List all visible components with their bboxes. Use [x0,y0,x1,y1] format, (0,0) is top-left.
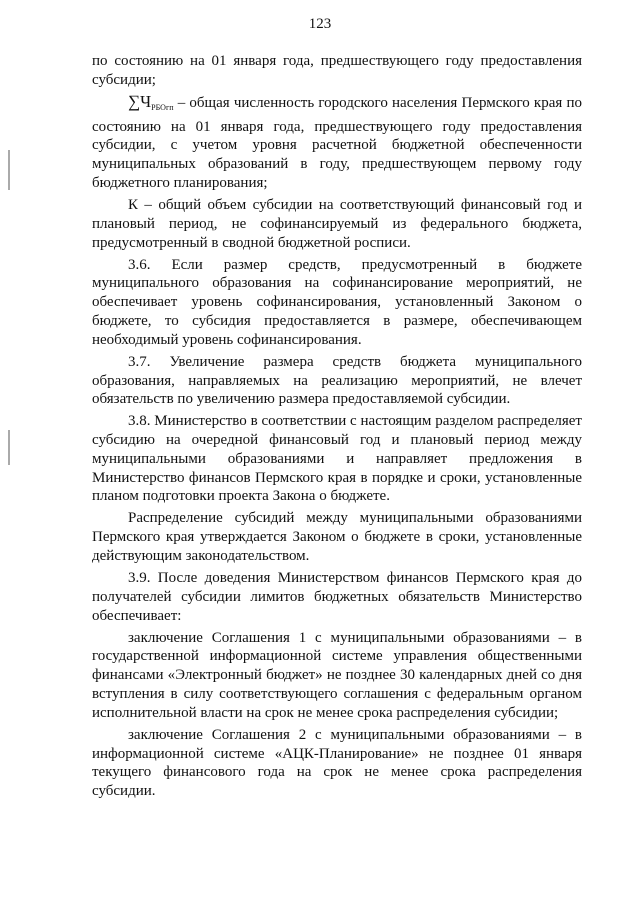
paragraph: 3.7. Увеличение размера средств бюджета муниципального образования, направляемых на реализацию мероприятий, не влечет обязательств по увеличению размера предоставляемой субсидии. [92,353,582,408]
paragraph: по состоянию на 01 января года, предшествующего году предоставления субсидии; [92,53,582,88]
paragraph: заключение Соглашения 2 с муниципальными образованиями – в информационной системе «АЦК-Планирование» не позднее 01 января текущего финансового года на срок не менее срока распределения субсидии. [92,726,582,800]
paragraph: 3.6. Если размер средств, предусмотренный в бюджете муниципального образования на софинансирование мероприятий, не обеспечивает уровень софинансирования, установленный Законом о бюджете, то субсидия предоставляется в размере, обеспечивающем необходимый уровень софинансирования. [92,256,582,348]
page-number: 123 [308,16,332,32]
document-body [92,52,582,804]
paragraph: 3.9. После доведения Министерством финансов Пермского края до получателей субсидии лимитов бюджетных обязательств Министерство обеспечивает: [92,570,582,624]
formula-definition [92,93,582,193]
sum-symbol: $\sum Ч_{РБОгп}$ [128,91,174,112]
paragraph: – общая численность городского населения Пермского края по состоянию на 01 января года, предшествующего году предоставления субсидии, с учетом уровня расчетной бюджетной обеспеченности муниципальных образований в году, предшествующем первому году бюджетного планирования; [92,94,583,191]
paragraph: Распределение субсидий между муниципальными образованиями Пермского края утверждается Законом о бюджете в сроки, установленные действующим законодательством. [92,510,582,565]
paragraph: заключение Соглашения 1 с муниципальными образованиями – в государственной информационной системе управления общественными финансами «Электронный бюджет» не позднее 30 календарных дней со дня вступления в силу соответствующего соглашения с федеральным органом исполнительной власти на срок не менее срока распределения субсидии; [92,629,582,721]
paragraph: К – общий объем субсидии на соответствующий финансовый год и плановый период, не софинансируемый из федерального бюджета, предусмотренный в сводной бюджетной росписи. [92,196,582,251]
formula-subscript: РБОгп [151,102,174,112]
paragraph: 3.8. Министерство в соответствии с настоящим разделом распределяет субсидию на очередной финансовый год и плановый период между муниципальными образованиями и направляет предложения в Министерство финансов Пермского края в порядке и сроки, установленные планом подготовки проекта Закона о бюджете. [92,413,582,505]
scan-edge-mark [8,430,10,465]
scan-edge-mark [8,150,10,190]
